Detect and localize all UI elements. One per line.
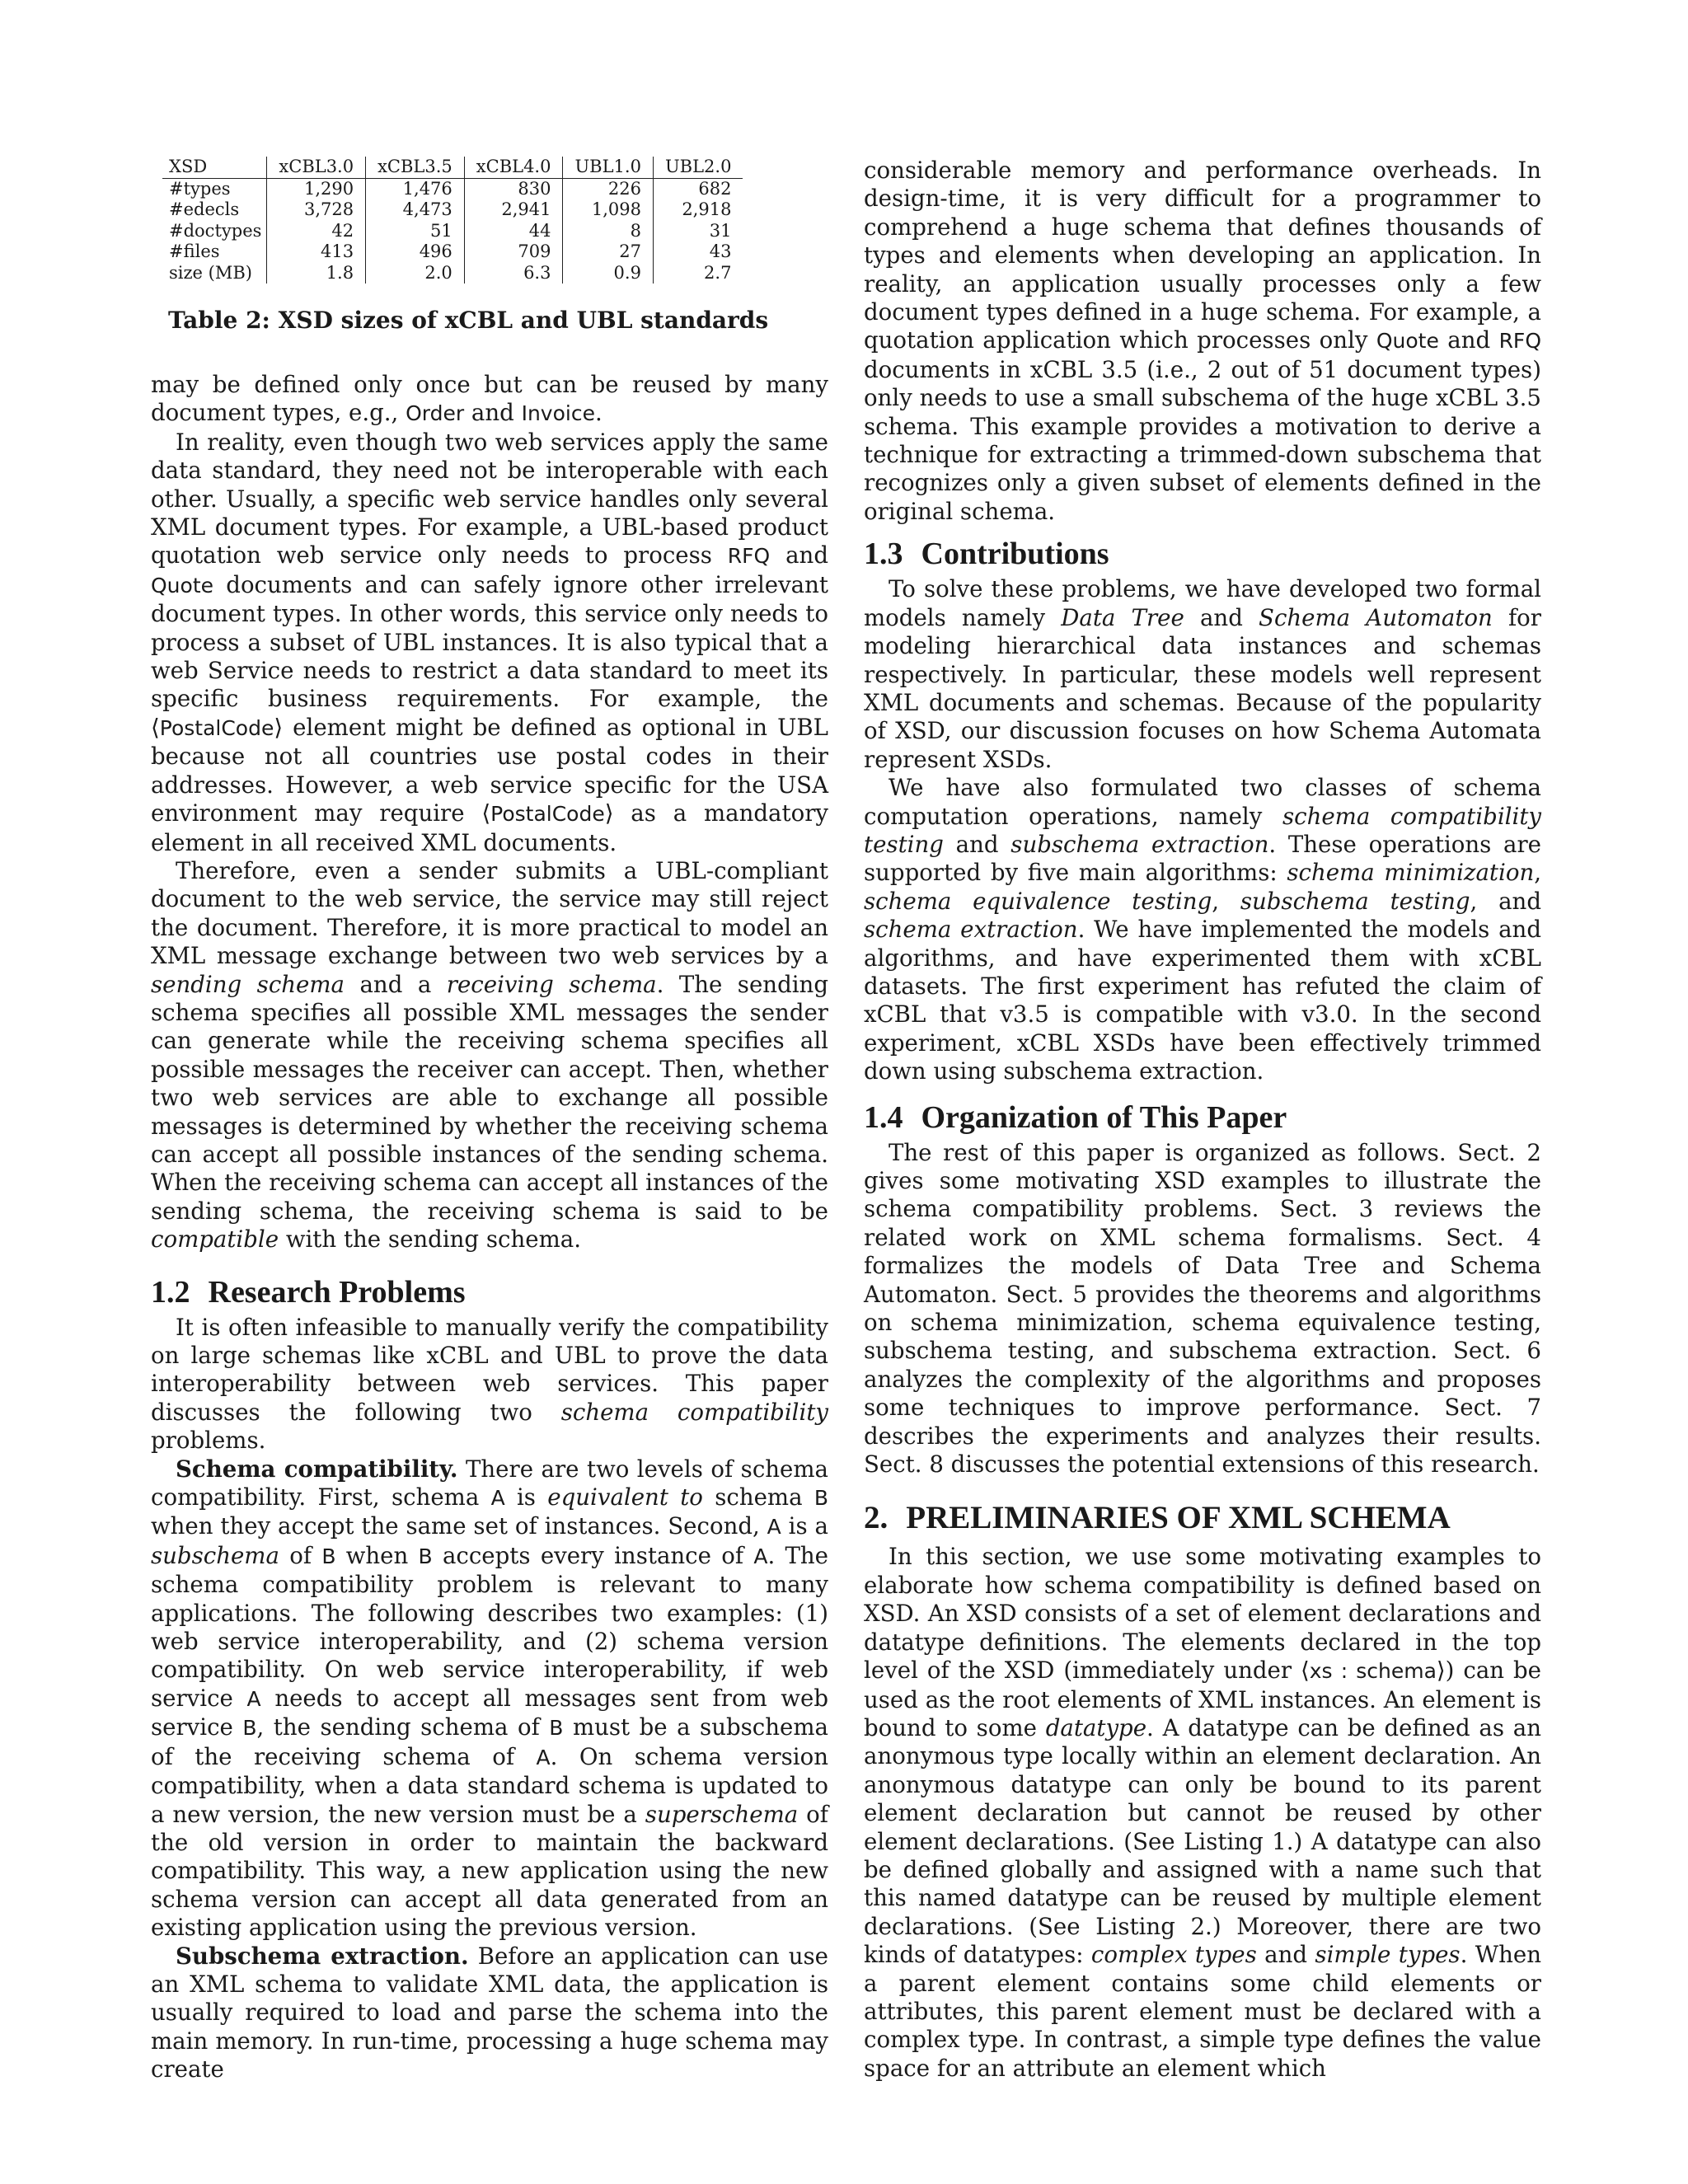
- table-header-cell: UBL2.0: [653, 157, 743, 178]
- table-cell: #types: [169, 178, 231, 199]
- right-column: [864, 157, 1541, 2083]
- table-cell: 1.8: [267, 263, 366, 284]
- table-cell: 682: [653, 178, 743, 199]
- table-cell: 2,941: [464, 199, 563, 221]
- paragraph: To solve these problems, we have developed two formal models namely Data Tree and Schema Automaton for modeling hierarchical data instances and schemas respectively. In particular, these models well represent XML documents and schemas. Because of the popularity of XSD, our discussion focuses on how Schema Automata represent XSDs.: [864, 575, 1541, 773]
- table-cell: 226: [563, 178, 653, 199]
- table-header-row: [162, 157, 743, 178]
- paragraph: considerable memory and performance overheads. In design-time, it is very difficult for a programmer to comprehend a huge schema that defines thousands of types and elements when developing an application. In reality, an application usually processes only a few document types defined in a huge schema. For example, a quotation application which processes only Quote and RFQ documents in xCBL 3.5 (i.e., 2 out of 51 document types) only needs to use a small subschema of the huge xCBL 3.5 schema. This example provides a motivation to derive a technique for extracting a trimmed-down subschema that recognizes only a given subset of elements defined in the original schema.: [864, 157, 1541, 525]
- paragraph: In this section, we use some motivating examples to elaborate how schema compatibility is defined based on XSD. An XSD consists of a set of element declarations and datatype definitions. The elements declared in the top level of the XSD (immediately under ⟨xs : schema⟩) can be used as the root elements of XML instances. An element is bound to some datatype. A datatype can be defined as an anonymous type locally within an element declaration. An anonymous datatype can only be bound to its parent element declaration but cannot be reused by other element declarations. (See Listing 1.) A datatype can also be defined globally and assigned with a name such that this named datatype can be reused by multiple element declarations. (See Listing 2.) Moreover, there are two kinds of datatypes: complex types and simple types. When a parent element contains some child elements or attributes, this parent element must be declared with a complex type. In contrast, a simple type defines the value space for an attribute an element which: [864, 1543, 1542, 2082]
- table-header-cell: xCBL3.5: [366, 157, 465, 178]
- paragraph: The rest of this paper is organized as follows. Sect. 2 gives some motivating XSD examples to illustrate the schema compatibility problems. Sect. 3 reviews the related work on XML schema formalisms. Sect. 4 formalizes the models of Data Tree and Schema Automaton. Sect. 5 provides the theorems and algorithms on schema minimization, schema equivalence testing, subschema testing, and subschema extraction. Sect. 6 analyzes the complexity of the algorithms and proposes some techniques to improve performance. Sect. 7 describes the experiments and analyzes their results. Sect. 8 discusses the potential extensions of this research.: [864, 1138, 1541, 1479]
- table-cell: 27: [563, 241, 653, 263]
- paragraph: In reality, even though two web services apply the same data standard, they need not be interoperable with each other. Usually, a specific web service handles only several XML document types. For example, a UBL-based product quotation web service only needs to process RFQ and Quote documents and can safely ignore other irrelevant document types. In other words, this service only needs to process a subset of UBL instances. It is also typical that a web Service needs to restrict a data standard to meet its specific business requirements. For example, the ⟨PostalCode⟩ element might be defined as optional in UBL because not all countries use postal codes in their addresses. However, a web service specific for the USA environment may require ⟨PostalCode⟩ as a mandatory element in all received XML documents.: [151, 428, 828, 856]
- table-cell: #edecls: [169, 199, 240, 219]
- table-cell: 44: [464, 221, 563, 242]
- table-row: [162, 199, 743, 221]
- table-row: [162, 263, 743, 284]
- table-cell: 2.0: [366, 263, 465, 284]
- table-cell: 1,476: [366, 178, 465, 199]
- table-cell: 4,473: [366, 199, 465, 221]
- table-caption: Table 2: XSD sizes of xCBL and UBL standards: [168, 307, 769, 334]
- paragraph: We have also formulated two classes of schema computation operations, namely schema compatibility testing and subschema extraction. These operations are supported by five main algorithms: schema minimization, schema equivalence testing, subschema testing, and schema extraction. We have implemented the models and algorithms, and have experimented them with xCBL datasets. The first experiment has refuted the claim of xCBL that v3.5 is compatible with v3.0. In the second experiment, xCBL XSDs have been effectively trimmed down using subschema extraction.: [864, 774, 1541, 1085]
- paragraph: may be defined only once but can be reused by many document types, e.g., Order and Invoice.: [151, 371, 828, 427]
- table-cell: #doctypes: [169, 220, 262, 241]
- left-column: [151, 157, 828, 2084]
- table-header-cell: xCBL4.0: [464, 157, 563, 178]
- table-header-cell: xCBL3.0: [267, 157, 366, 178]
- table-row: [162, 178, 743, 199]
- table-row: [162, 241, 743, 263]
- table-cell: 42: [267, 221, 366, 242]
- table-cell: 6.3: [464, 263, 563, 284]
- table-cell: 496: [366, 241, 465, 263]
- xsd-sizes-table: [162, 157, 743, 284]
- table-cell: 1,098: [563, 199, 653, 221]
- section-heading: 2. PRELIMINARIES OF XML SCHEMA: [864, 1500, 1451, 1536]
- table-cell: 413: [267, 241, 366, 263]
- table-cell: 709: [464, 241, 563, 263]
- table-cell: 3,728: [267, 199, 366, 221]
- table-cell: 8: [563, 221, 653, 242]
- table-cell: size (MB): [169, 262, 252, 283]
- table-cell: 2.7: [653, 263, 743, 284]
- paragraph: Schema compatibility. There are two levels of schema compatibility. First, schema A is equivalent to schema B when they accept the same set of instances. Second, A is a subschema of B when B accepts every instance of A. The schema compatibility problem is relevant to many applications. The following describes two examples: (1) web service interoperability, and (2) schema version compatibility. On web service interoperability, if web service A needs to accept all messages sent from web service B, the sending schema of B must be a subschema of the receiving schema of A. On schema version compatibility, when a data standard schema is updated to a new version, the new version must be a superschema of the old version in order to maintain the backward compatibility. This way, a new application using the new schema version can accept all data generated from an existing application using the previous version.: [151, 1455, 829, 1942]
- section-heading: 1.3 Contributions: [864, 537, 1109, 572]
- table-row: [162, 221, 743, 242]
- paragraph: It is often infeasible to manually verify the compatibility on large schemas like xCBL and UBL to prove the data interoperability between web services. This paper discusses the following two schema compatibility problems.: [151, 1313, 828, 1455]
- table-header-cell: UBL1.0: [563, 157, 653, 178]
- table-cell: 830: [464, 178, 563, 199]
- table-cell: 51: [366, 221, 465, 242]
- paragraph: Subschema extraction. Before an application can use an XML schema to validate XML data, the application is usually required to load and parse the schema into the main memory. In run-time, processing a huge schema may create: [151, 1942, 828, 2083]
- table-cell: 31: [653, 221, 743, 242]
- section-heading: 1.4 Organization of This Paper: [864, 1099, 1287, 1135]
- table-cell: 0.9: [563, 263, 653, 284]
- table-header-cell: XSD: [162, 157, 267, 178]
- paragraph: Therefore, even a sender submits a UBL-compliant document to the web service, the service may still reject the document. Therefore, it is more practical to model an XML message exchange between two web services by a sending schema and a receiving schema. The sending schema specifies all possible XML messages the sender can generate while the receiving schema specifies all possible messages the receiver can accept. Then, whether two web services are able to exchange all possible messages is determined by whether the receiving schema can accept all possible instances of the sending schema. When the receiving schema can accept all instances of the sending schema, the receiving schema is said to be compatible with the sending schema.: [151, 856, 828, 1254]
- table-cell: #files: [169, 241, 220, 261]
- section-heading: 1.2 Research Problems: [151, 1274, 466, 1310]
- table-cell: 2,918: [653, 199, 743, 221]
- table-cell: 1,290: [267, 178, 366, 199]
- table-cell: 43: [653, 241, 743, 263]
